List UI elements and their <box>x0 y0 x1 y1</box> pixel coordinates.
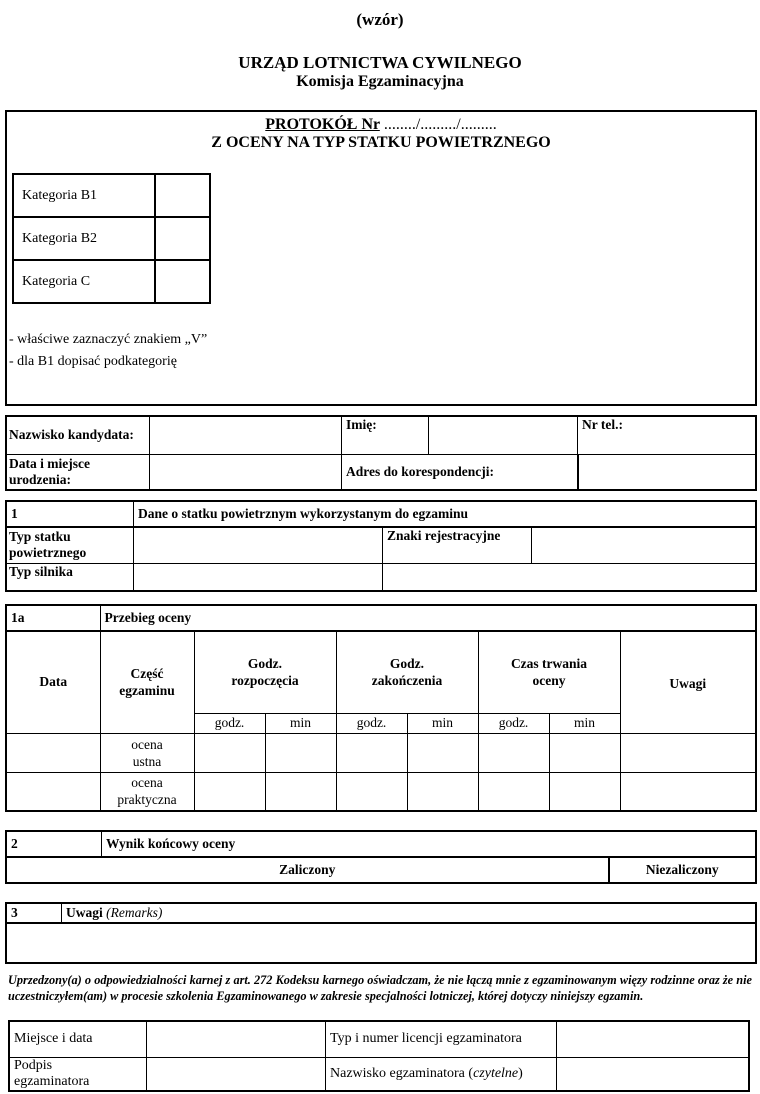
surname-field[interactable] <box>150 416 342 454</box>
examiner-name-field[interactable] <box>557 1057 750 1091</box>
category-c-label: Kategoria C <box>13 260 155 303</box>
commission-title: Komisja Egzaminacyjna <box>296 73 464 90</box>
section3-table <box>5 902 757 964</box>
sub-start-min: min <box>265 713 336 733</box>
oral-duration-hour-field[interactable] <box>478 733 549 772</box>
category-b2-label: Kategoria B2 <box>13 217 155 260</box>
protocol-number-field[interactable]: ......../........./......... <box>383 116 497 133</box>
note-mark-v: - właściwe zaznaczyć znakiem „V” <box>9 332 208 347</box>
registration-field[interactable] <box>532 527 757 563</box>
engine-extra-field[interactable] <box>383 563 757 591</box>
practical-end-min-field[interactable] <box>407 772 478 811</box>
row-oral-label: ocena ustna <box>100 733 194 772</box>
oral-duration-min-field[interactable] <box>549 733 620 772</box>
section3-title: Uwagi (Remarks) <box>62 903 757 923</box>
birth-label: Data i miejsce urodzenia: <box>6 454 150 490</box>
engine-type-field[interactable] <box>134 563 383 591</box>
result-failed[interactable]: Niezaliczony <box>609 857 756 883</box>
oral-end-min-field[interactable] <box>407 733 478 772</box>
phone-label: Nr tel.: <box>578 416 757 454</box>
aircraft-type-label: Typ statku powietrznego <box>6 527 134 563</box>
col-end: Godz. zakończenia <box>336 631 478 713</box>
practical-end-hour-field[interactable] <box>336 772 407 811</box>
section1a-number: 1a <box>6 605 100 631</box>
surname-label: Nazwisko kandydata: <box>6 416 150 454</box>
name-field[interactable] <box>429 416 578 454</box>
practical-start-min-field[interactable] <box>265 772 336 811</box>
category-table <box>12 173 211 304</box>
oral-start-hour-field[interactable] <box>194 733 265 772</box>
oral-remarks-field[interactable] <box>620 733 756 772</box>
section1-table <box>5 500 757 592</box>
result-passed[interactable]: Zaliczony <box>6 857 609 883</box>
category-b1-label: Kategoria B1 <box>13 174 155 217</box>
protocol-title: PROTOKÓŁ Nr <box>265 116 380 133</box>
category-c-checkbox[interactable] <box>155 260 210 303</box>
oral-start-min-field[interactable] <box>265 733 336 772</box>
protocol-subtitle: Z OCENY NA TYP STATKU POWIETRZNEGO <box>211 134 551 151</box>
section1-number: 1 <box>6 501 134 527</box>
address-label: Adres do korespondencji: <box>342 454 578 490</box>
col-date: Data <box>6 631 100 733</box>
license-label: Typ i numer licencji egzaminatora <box>326 1021 557 1057</box>
authority-title: URZĄD LOTNICTWA CYWILNEGO <box>238 53 522 72</box>
practical-remarks-field[interactable] <box>620 772 756 811</box>
section2-table <box>5 830 757 884</box>
category-b1-checkbox[interactable] <box>155 174 210 217</box>
section2-title: Wynik końcowy oceny <box>102 831 757 857</box>
engine-type-label: Typ silnika <box>6 563 134 591</box>
examiner-name-label: Nazwisko egzaminatora (czytelne) <box>326 1057 557 1091</box>
protocol-title-line <box>7 116 755 134</box>
section1a-table <box>5 604 757 812</box>
col-start: Godz. rozpoczęcia <box>194 631 336 713</box>
sub-duration-min: min <box>549 713 620 733</box>
section3-number: 3 <box>6 903 62 923</box>
oral-end-hour-field[interactable] <box>336 733 407 772</box>
section2-number: 2 <box>6 831 102 857</box>
sub-end-min: min <box>407 713 478 733</box>
registration-label: Znaki rejestracyjne <box>383 527 532 563</box>
col-remarks: Uwagi <box>620 631 756 733</box>
note-b1-subcategory: - dla B1 dopisać podkategorię <box>9 354 177 369</box>
col-duration: Czas trwania oceny <box>478 631 620 713</box>
declaration-text: Uprzedzony(a) o odpowiedzialności karnej z art. 272 Kodeksu karnego oświadczam, że nie łączą mnie z egzaminowanym więzy rodzinne oraz że nie uczestniczyłem(am) w procesie szkolenia Egzaminowanego w zakresie specjalności lotniczej, której dotyczy niniejszy egzamin. <box>8 973 752 1003</box>
birth-field[interactable] <box>150 454 342 490</box>
category-b2-checkbox[interactable] <box>155 217 210 260</box>
aircraft-type-field[interactable] <box>134 527 383 563</box>
section1a-title: Przebieg oceny <box>100 605 756 631</box>
practical-start-hour-field[interactable] <box>194 772 265 811</box>
remarks-field[interactable] <box>6 923 756 963</box>
sub-end-hour: godz. <box>336 713 407 733</box>
signature-label: Podpis egzaminatora <box>9 1057 147 1091</box>
sub-duration-hour: godz. <box>478 713 549 733</box>
signature-table <box>8 1020 750 1092</box>
sub-start-hour: godz. <box>194 713 265 733</box>
name-label: Imię: <box>342 416 429 454</box>
section1-title: Dane o statku powietrznym wykorzystanym do egzaminu <box>134 501 757 527</box>
place-date-field[interactable] <box>147 1021 326 1057</box>
practical-duration-hour-field[interactable] <box>478 772 549 811</box>
license-field[interactable] <box>557 1021 750 1057</box>
practical-date-field[interactable] <box>6 772 100 811</box>
place-date-label: Miejsce i data <box>9 1021 147 1057</box>
practical-duration-min-field[interactable] <box>549 772 620 811</box>
row-practical-label: ocena praktyczna <box>100 772 194 811</box>
candidate-table <box>5 415 757 491</box>
oral-date-field[interactable] <box>6 733 100 772</box>
protocol-box <box>5 110 757 406</box>
col-part: Część egzaminu <box>100 631 194 733</box>
address-field[interactable] <box>578 454 757 490</box>
wzor-label: (wzór) <box>356 10 404 29</box>
signature-field[interactable] <box>147 1057 326 1091</box>
